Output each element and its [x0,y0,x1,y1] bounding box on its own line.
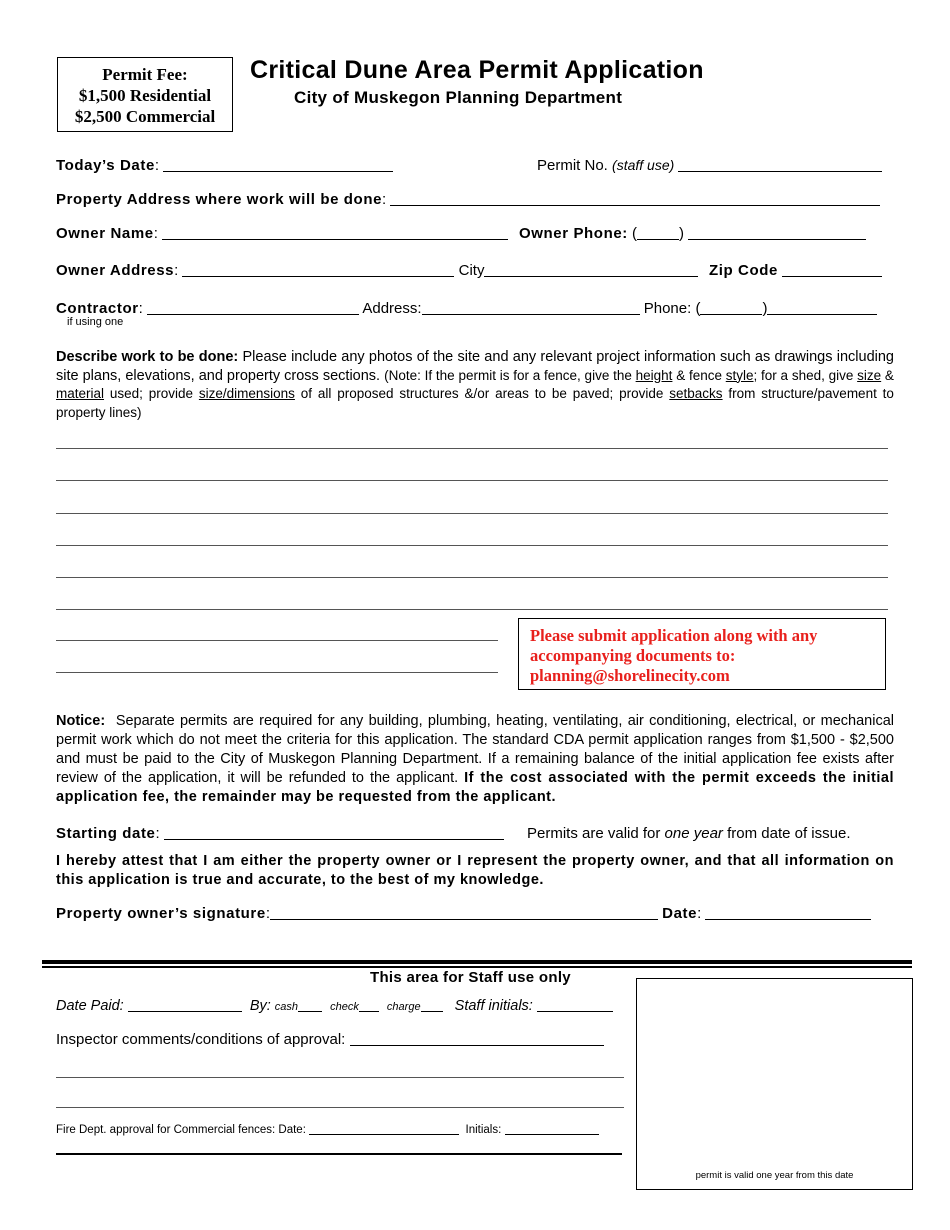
fire-dept-row [56,1124,599,1136]
property-address-row: Property Address where work will be done: [56,191,880,208]
permit-validity [527,825,851,842]
page-subtitle: City of Muskegon Planning Department [294,88,623,107]
todays-date-row: Today’s Date: [56,157,393,174]
check-option[interactable]: check [330,1001,359,1013]
notice-paragraph [56,712,894,807]
permit-no-label: Permit No. [537,157,608,174]
zip-code-field[interactable] [782,276,882,277]
notice-text: Separate permits are required for any building, plumbing, heating, ventilating, air conditioning, electrical, or mechanical permit work which do not meet the criteria for this application. The standard CDA permit application ranges from $1,500 - $2,500 and must be paid to the City of Muskegon Planning Department. If a remaining balance of the initial application fee exists after review of the application, it will be refunded to the applicant. [56,713,895,786]
owner-phone-row: Owner Phone: ( ) [519,225,866,242]
submit-line-1: Please submit application along with any [530,626,818,645]
date-paid-label: Date Paid: [56,998,124,1014]
note-text: & fence [676,367,722,383]
check-field[interactable] [359,1011,379,1012]
staff-divider [42,960,912,964]
charge-field[interactable] [421,1011,443,1012]
owner-address-row: Owner Address: City [56,262,698,279]
city-field[interactable] [484,276,698,277]
description-line[interactable] [56,448,888,449]
note-size-dimensions: size/dimensions [198,386,295,401]
staff-initials-field[interactable] [537,1011,613,1012]
note-text: of all proposed structures &/or areas to be paved; provide [300,386,664,401]
submit-instructions-box [518,618,886,690]
fire-dept-initials-label: Initials: [465,1124,502,1136]
submit-line-2: accompanying documents to: [530,646,736,665]
date-paid-field[interactable] [128,1011,242,1012]
by-label: By: [249,998,271,1014]
inspector-comment-line[interactable] [56,1107,624,1108]
description-line[interactable] [56,640,498,641]
fire-dept-date-field[interactable] [309,1134,459,1135]
starting-date-row: Starting date: [56,825,504,842]
permit-no-row [537,157,882,174]
commercial-fee: $2,500 Commercial [74,107,216,126]
zip-code-label: Zip Code [709,262,778,279]
permit-no-field[interactable] [678,171,882,172]
city-label: City [458,262,485,279]
todays-date-label: Today’s Date [56,157,155,174]
fire-dept-initials-field[interactable] [505,1134,599,1135]
zip-code-row [709,262,882,279]
staff-bottom-line [56,1153,622,1155]
description-line[interactable] [56,672,498,673]
contractor-phone-area-code[interactable] [700,314,762,315]
inspector-row [56,1031,604,1048]
signature-row: Property owner’s signature: Date: [56,905,871,922]
contractor-field[interactable] [147,314,359,315]
inspector-label: Inspector comments/conditions of approval: [56,1031,346,1048]
permit-stamp-box[interactable] [636,978,913,1190]
owner-name-field[interactable] [162,239,508,240]
signature-date-label: Date [662,905,698,922]
inspector-field[interactable] [350,1045,604,1046]
staff-divider-thin [42,966,912,968]
description-line[interactable] [56,513,888,514]
owner-address-field[interactable] [182,276,454,277]
owner-phone-area-code[interactable] [637,239,679,240]
contractor-row: Contractor: Address: Phone: ( ) [56,300,877,317]
inspector-comment-line[interactable] [56,1077,624,1078]
contractor-note: if using one [67,316,124,328]
notice-heading: Notice: [56,713,106,729]
note-material: material [56,386,105,401]
note-style: style [725,367,754,383]
description-line[interactable] [56,577,888,578]
submit-email[interactable]: planning@shorelinecity.com [530,666,730,685]
note-setbacks: setbacks [669,386,723,401]
note-text: from structure/pavement to property lines) [56,386,894,420]
residential-fee: $1,500 Residential [78,86,212,105]
contractor-label: Contractor [56,300,139,317]
validity-period: one year [664,825,723,842]
owner-name-label: Owner Name [56,225,154,242]
description-line[interactable] [56,609,888,610]
validity-text: Permits are valid for [527,825,661,842]
page-title: Critical Dune Area Permit Application [250,56,704,84]
cash-field[interactable] [298,1011,322,1012]
owner-name-row: Owner Name: [56,225,508,242]
note-text: ; for a shed, give [753,367,854,383]
fire-dept-label: Fire Dept. approval for Commercial fences: Date: [56,1124,306,1136]
date-paid-row [56,998,613,1014]
description-line[interactable] [56,545,888,546]
describe-work-heading: Describe work to be done: [56,349,239,365]
validity-text: from date of issue. [727,825,851,842]
owner-phone-field[interactable] [688,239,866,240]
signature-date-field[interactable] [705,919,871,920]
property-address-label: Property Address where work will be done [56,191,383,208]
owner-address-label: Owner Address [56,262,175,279]
notice-bold-text: If the cost associated with the permit exceeds the initial application fee, the remainder may be requested from the applicant. [56,770,894,805]
contractor-address-field[interactable] [422,314,640,315]
starting-date-label: Starting date [56,825,156,842]
note-text: used; provide [109,386,194,401]
description-line[interactable] [56,480,888,481]
note-text: (Note: If the permit is for a fence, give the [384,367,632,383]
note-size: size [857,367,882,383]
cash-option[interactable]: cash [274,1001,299,1013]
contractor-address-label: Address: [362,300,422,317]
signature-label: Property owner’s signature [56,905,266,922]
signature-field[interactable] [270,919,658,920]
permit-fee-box [57,57,233,132]
permit-no-note: (staff use) [612,157,675,173]
attestation-statement: I hereby attest that I am either the property owner or I represent the property owner, and that all information on this application is true and accurate, to the best of my knowledge. [56,853,894,888]
note-text: & [884,367,894,383]
charge-option[interactable]: charge [386,1001,421,1013]
permit-fee-label: Permit Fee: [102,65,188,84]
staff-initials-label: Staff initials: [454,998,533,1014]
property-address-field[interactable] [390,205,880,206]
owner-phone-label: Owner Phone: [519,225,628,242]
contractor-phone-field[interactable] [767,314,877,315]
starting-date-field[interactable] [164,839,504,840]
stamp-box-note: permit is valid one year from this date [695,1170,854,1181]
todays-date-field[interactable] [163,171,393,172]
describe-work-text: Please include any photos of the site and any relevant project information such as drawings including site plans, elevations, and property cross sections. [56,349,894,384]
contractor-phone-label: Phone: [643,300,692,317]
note-height: height [635,367,673,383]
staff-section-title: This area for Staff use only [370,969,571,986]
describe-work-instructions [56,348,894,422]
